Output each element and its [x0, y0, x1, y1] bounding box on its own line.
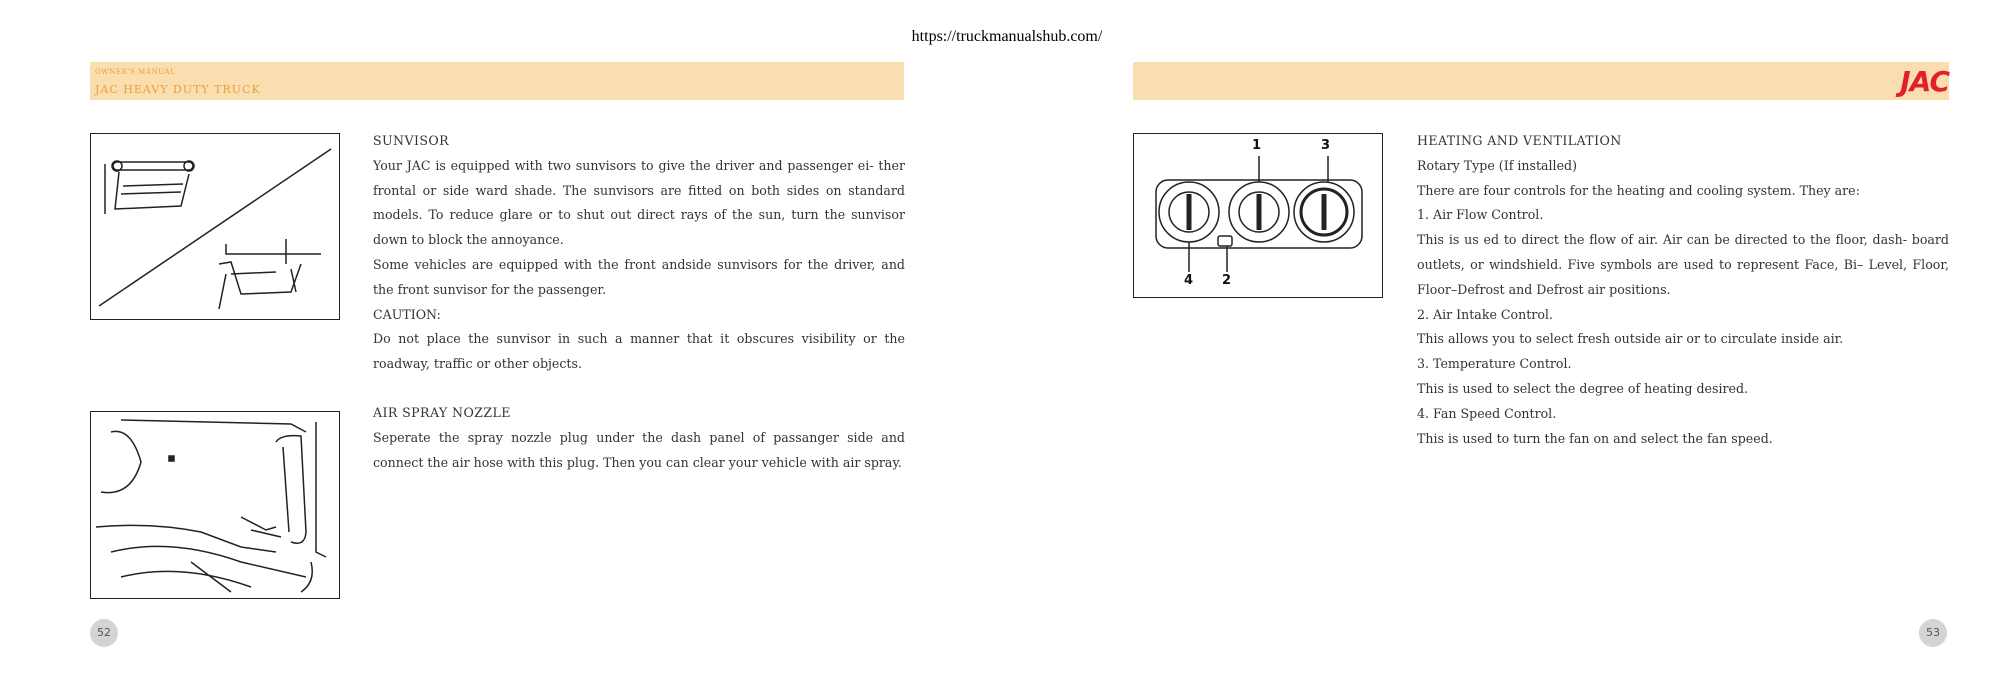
heating-line: Rotary Type (If installed) [1417, 157, 1578, 173]
sunvisor-section [373, 129, 905, 377]
caution-label: CAUTION: [373, 306, 441, 322]
header-owners-manual: OWNER'S MANUAL [95, 68, 176, 76]
heating-line: 3. Temperature Control. [1417, 356, 1572, 372]
header-title: JAC HEAVY DUTY TRUCK [95, 83, 261, 96]
source-url[interactable]: https://truckmanualshub.com/ [911, 28, 1103, 45]
sunvisor-title: SUNVISOR [373, 133, 449, 148]
caution-text: Do not place the sunvisor in such a manner that it obscures visibility or the roadway, traffic or other objects. [373, 331, 905, 372]
heating-title: HEATING AND VENTILATION [1417, 133, 1622, 148]
figure-label-1: 1 [1252, 138, 1262, 153]
figure-label-3: 3 [1321, 138, 1331, 153]
heating-line: This allows you to select fresh outside air or to circulate inside air. [1417, 331, 1844, 347]
right-header-band [1133, 62, 1949, 100]
heating-line: 1. Air Flow Control. [1417, 207, 1544, 223]
page-number-left: 52 [90, 619, 118, 647]
air-spray-nozzle-section [373, 401, 905, 475]
page-number-right: 53 [1919, 619, 1947, 647]
sunvisor-illustration [90, 133, 340, 320]
heating-line: 4. Fan Speed Control. [1417, 405, 1557, 421]
heating-line: There are four controls for the heating and cooling system. They are: [1417, 182, 1860, 198]
heating-ventilation-section [1417, 129, 1949, 451]
heater-control-panel-illustration [1133, 133, 1383, 298]
nozzle-text: Seperate the spray nozzle plug under the dash panel of passanger side and connect the air hose with this plug. Then you can clear your vehicle with air spray. [373, 429, 905, 470]
heating-line: This is used to select the degree of heating desired. [1417, 380, 1749, 396]
figure-label-2: 2 [1222, 273, 1232, 288]
heating-line: 2. Air Intake Control. [1417, 306, 1553, 322]
left-header-band [90, 62, 904, 100]
figure-label-4: 4 [1184, 273, 1194, 288]
air-spray-nozzle-illustration [90, 411, 340, 599]
heating-line: This is used to turn the fan on and select the fan speed. [1417, 430, 1773, 446]
heating-line: This is us ed to direct the flow of air. Air can be directed to the floor, dash- board outlets, or windshield. Five symbols are used to represent Face, Bi– Level, Floor, Floor–Defrost and Defrost air positions. [1417, 232, 1949, 297]
jac-logo: JAC [1900, 65, 1949, 98]
sunvisor-paragraph-1: Your JAC is equipped with two sunvisors to give the driver and passenger ei- ther frontal or side ward shade. The sunvisors are fitted on both sides on standard models. To reduce glare or to shut out direct rays of the sun, turn the sunvisor down to block the annoyance. [373, 157, 905, 248]
nozzle-title: AIR SPRAY NOZZLE [373, 405, 511, 420]
sunvisor-paragraph-2: Some vehicles are equipped with the front andside sunvisors for the driver, and the front sunvisor for the passenger. [373, 256, 905, 297]
